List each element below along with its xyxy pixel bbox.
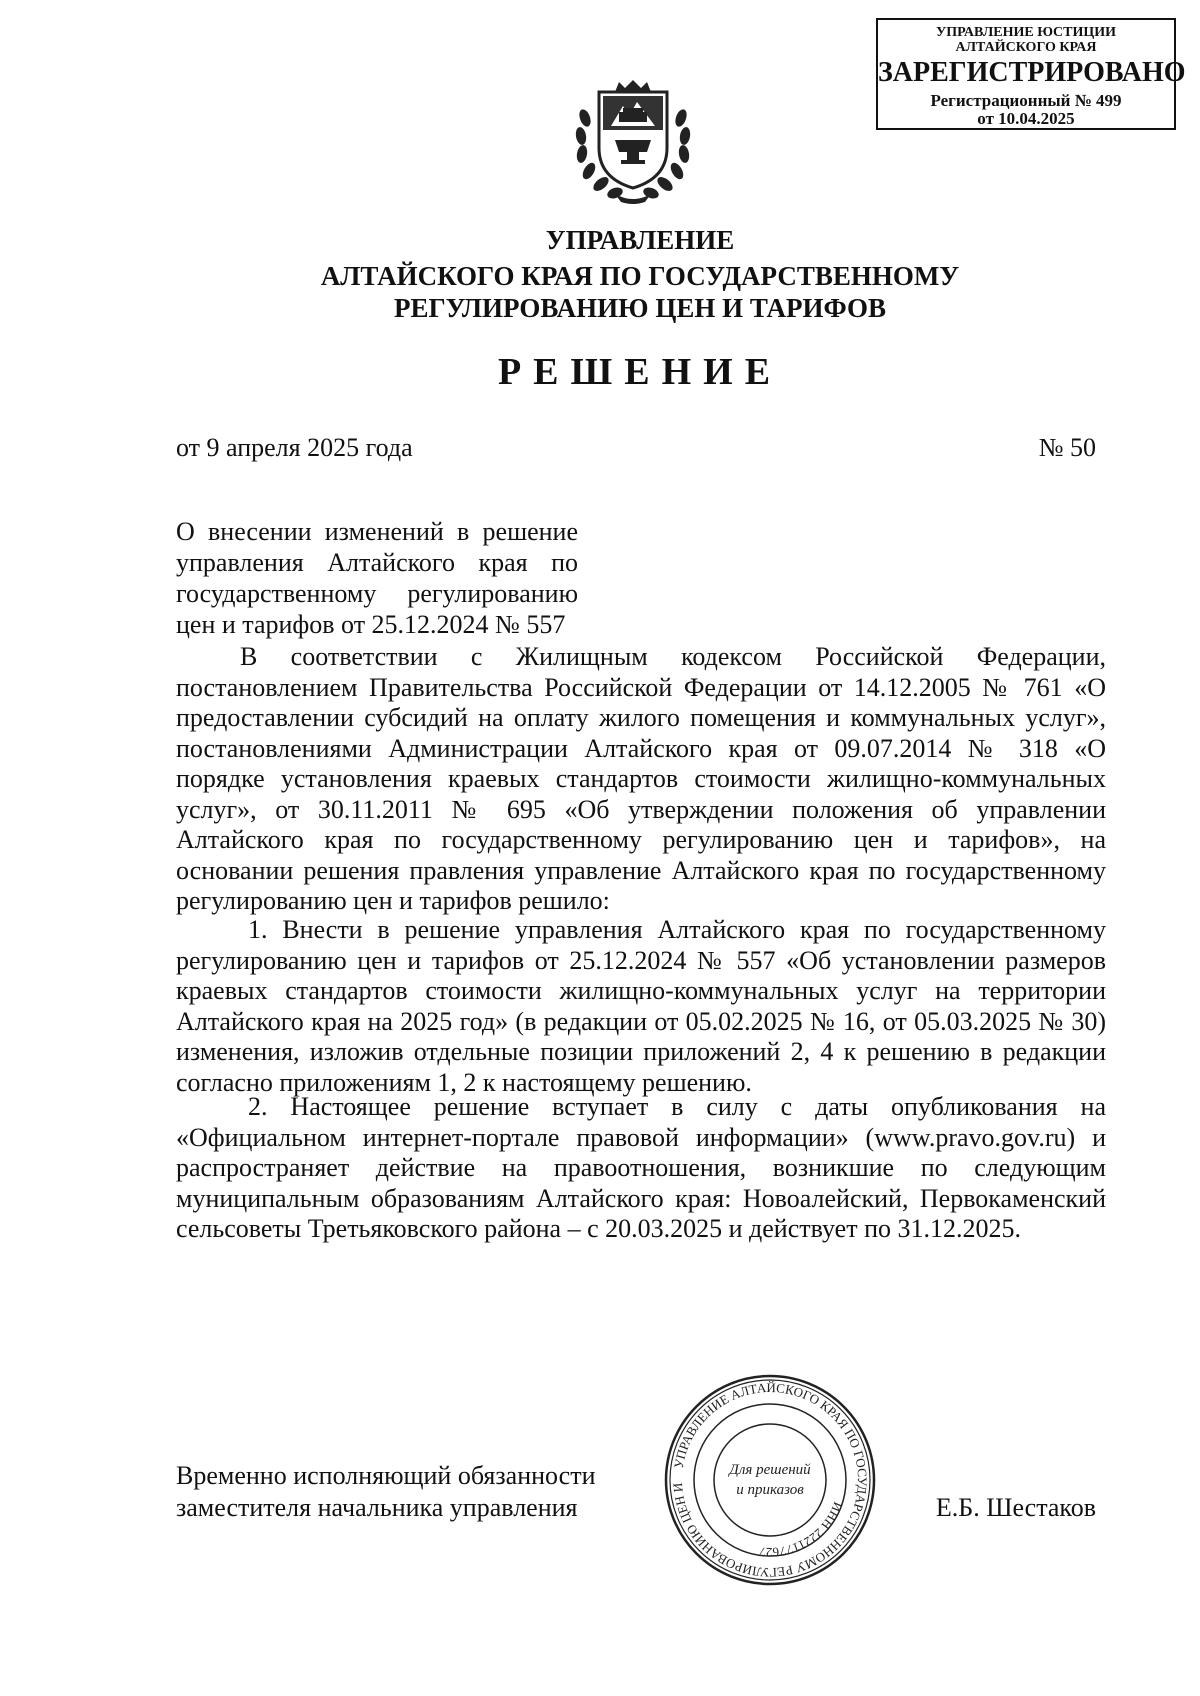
stamp-org-line2: АЛТАЙСКОГО КРАЯ <box>955 40 1097 55</box>
seal-center-line2: и приказов <box>736 1482 804 1498</box>
seal-inn-text: ИНН 2221177627 <box>758 1499 846 1561</box>
body-preamble: В соответствии с Жилищным кодексом Российской Федерации, постановлением Правительства Российской Федерации от 14.12.2005 № 761 «О предоставлении субсидий на оплату жилого помещения и коммунальных услуг», постановлениями Администрации Алтайского края от 09.07.2014 № 318 «О порядке установления краевых стандартов стоимости жилищно-коммунальных услуг», от 30.11.2011 № 695 «Об утверждении положения об управлении Алтайского края по государственному регулированию цен и тарифов», на основании решения правления управление Алтайского края по государственному регулированию цен и тарифов решило: <box>176 642 1106 915</box>
body-item-1: 1. Внести в решение управления Алтайского края по государственному регулированию цен и тарифов от 25.12.2024 № 557 «Об установлении размеров краевых стандартов стоимости жилищно-коммунальных услуг на территории Алтайского края на 2025 год» (в редакции от 05.02.2025 № 16, от 05.03.2025 № 30) изменения, изложив отдельные позиции приложений 2, 4 к решению в редакции согласно приложениям 1, 2 к настоящему решению. <box>176 915 1106 1097</box>
header-line3: РЕГУЛИРОВАНИЮ ЦЕН И ТАРИФОВ <box>393 293 887 323</box>
seal-outer-text: УПРАВЛЕНИЕ АЛТАЙСКОГО КРАЯ ПО ГОСУДАРСТВЕННОМУ РЕГУЛИРОВАНИЮ ЦЕН И <box>669 1379 871 1581</box>
document-title: РЕШЕНИЕ <box>497 351 783 393</box>
document-subject: О внесении изменений в решение управления Алтайского края по государственному регулированию цен и тарифов от 25.12.2024 № 557 <box>176 517 578 639</box>
registration-stamp <box>876 18 1186 130</box>
header-line1: УПРАВЛЕНИЕ <box>545 225 735 255</box>
seal-center-line1: Для решений <box>729 1462 811 1478</box>
header-line2: АЛТАЙСКОГО КРАЯ ПО ГОСУДАРСТВЕННОМУ <box>320 261 960 291</box>
signature-position-line2: заместителя начальника управления <box>176 1493 578 1522</box>
official-seal <box>660 1370 880 1590</box>
signature-position-line1: Временно исполняющий обязанности <box>176 1461 596 1490</box>
stamp-reg-number: Регистрационный № 499 <box>930 91 1122 110</box>
stamp-org-line1: УПРАВЛЕНИЕ ЮСТИЦИИ <box>936 25 1116 40</box>
stamp-reg-date: от 10.04.2025 <box>977 109 1075 128</box>
signature-position <box>176 1460 596 1524</box>
body-item-2: 2. Настоящее решение вступает в силу с даты опубликования на «Официальном интернет-портале правовой информации» (www.pravo.gov.ru) и распространяет действие на правоотношения, возникшие по следующим муниципальным образованиям Алтайского края: Новоалейский, Первокаменский сельсоветы Третьяковского района – с 20.03.2025 и действует по 31.12.2025. <box>176 1092 1106 1243</box>
document-number: № 50 <box>1038 433 1096 462</box>
coat-of-arms-icon <box>571 78 695 206</box>
stamp-status: ЗАРЕГИСТРИРОВАНО <box>878 57 1186 88</box>
document-date: от 9 апреля 2025 года <box>176 433 413 462</box>
signature-name: Е.Б. Шестаков <box>935 1493 1096 1522</box>
